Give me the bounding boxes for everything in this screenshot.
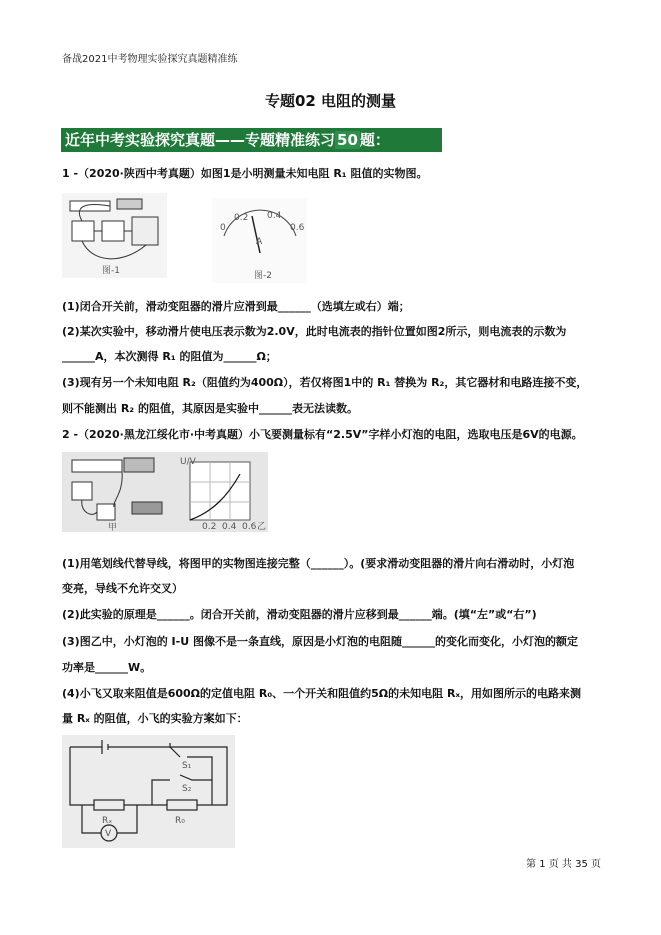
meter-tick: 0 <box>220 223 226 233</box>
meter-tick: 0.6 <box>290 223 305 233</box>
q1-part-1: (1)闭合开关前，滑动变阻器的滑片应滑到最______（选填左或右）端； <box>62 300 410 313</box>
q1-part-2a: (2)某次实验中，移动滑片使电压表示数为2.0V，此时电流表的指针位置如图2所示，则电流表的示数为 <box>62 325 567 338</box>
q2-part-4b: 量 Rₓ 的阻值，小飞的实验方案如下： <box>62 712 248 725</box>
fig-yi-label: 乙 <box>257 522 267 532</box>
circuit-label-rx: Rₓ <box>102 816 113 826</box>
q2-part-2: (2)此实验的原理是______。闭合开关前，滑动变阻器的滑片应移到最______端。(填“左”或“右”) <box>62 608 537 621</box>
q2-figure-jia-yi <box>62 452 268 532</box>
fig-jia-label: 甲 <box>108 523 118 532</box>
circuit-label-s1: S₁ <box>182 761 192 771</box>
meter-tick: 0.2 <box>234 213 249 223</box>
page-title: 专题02 电阻的测量 <box>264 92 397 110</box>
graph-xtick: 0.2 <box>202 522 217 532</box>
q2-part-1a: (1)用笔划线代替导线，将图甲的实物图连接完整（______）。(要求滑动变阻器的滑片向右滑动时，小灯泡 <box>62 557 575 570</box>
q1-figure-1 <box>62 193 167 278</box>
q2-part-4a: (4)小飞又取来阻值是600Ω的定值电阻 R₀、一个开关和阻值约5Ω的未知电阻 Rₓ，用如图所示的电路来测 <box>62 687 581 700</box>
meter-letter: A <box>256 237 263 247</box>
q2-stem: 2 -（2020·黑龙江绥化市·中考真题）小飞要测量标有“2.5V”字样小灯泡的电阻，选取电压是6V的电源。 <box>62 428 583 441</box>
circuit-label-r0: R₀ <box>175 816 185 826</box>
q2-part-3b: 功率是______W。 <box>62 661 152 674</box>
q2-circuit-diagram <box>62 735 235 848</box>
q1-part-2b: ______A，本次测得 R₁ 的阻值为______Ω； <box>62 350 277 363</box>
header-note: 备战2021中考物理实验探究真题精准练 <box>62 54 238 65</box>
meter-tick: 0.4 <box>267 211 282 221</box>
q1-part-3a: (3)现有另一个未知电阻 R₂（阻值约为400Ω），若仅将图1中的 R₁ 替换为 R₂，其它器材和电路连接不变， <box>62 376 588 389</box>
page-footer: 第 1 页 共 35 页 <box>526 859 601 870</box>
banner-text: 近年中考实验探究真题——专题精准练习 <box>65 131 336 149</box>
q1-part-3b: 则不能测出 R₂ 的阻值，其原因是实验中______表无法读数。 <box>62 402 358 415</box>
graph-ylabel: U/V <box>180 457 196 467</box>
circuit-label-s2: S₂ <box>182 784 192 794</box>
graph-xtick: 0.6 <box>242 522 257 532</box>
q2-part-3a: (3)图乙中，小灯泡的 I-U 图像不是一条直线，原因是小灯泡的电阻随______的变化而变化，小灯泡的额定 <box>62 635 578 648</box>
banner-suffix: 题： <box>359 131 390 149</box>
graph-xtick: 0.4 <box>222 522 237 532</box>
section-banner <box>61 128 442 152</box>
banner-count: 50 <box>337 131 358 149</box>
circuit-label-v: V <box>105 829 112 839</box>
q1-fig2-label: 图-2 <box>254 271 272 281</box>
q1-figure-2-ammeter <box>212 198 307 283</box>
q1-stem: 1 -（2020·陕西中考真题）如图1是小明测量未知电阻 R₁ 阻值的实物图。 <box>62 167 428 180</box>
q1-fig1-label: 图-1 <box>102 266 120 276</box>
q2-part-1b: 变亮，导线不允许交叉） <box>62 582 183 595</box>
